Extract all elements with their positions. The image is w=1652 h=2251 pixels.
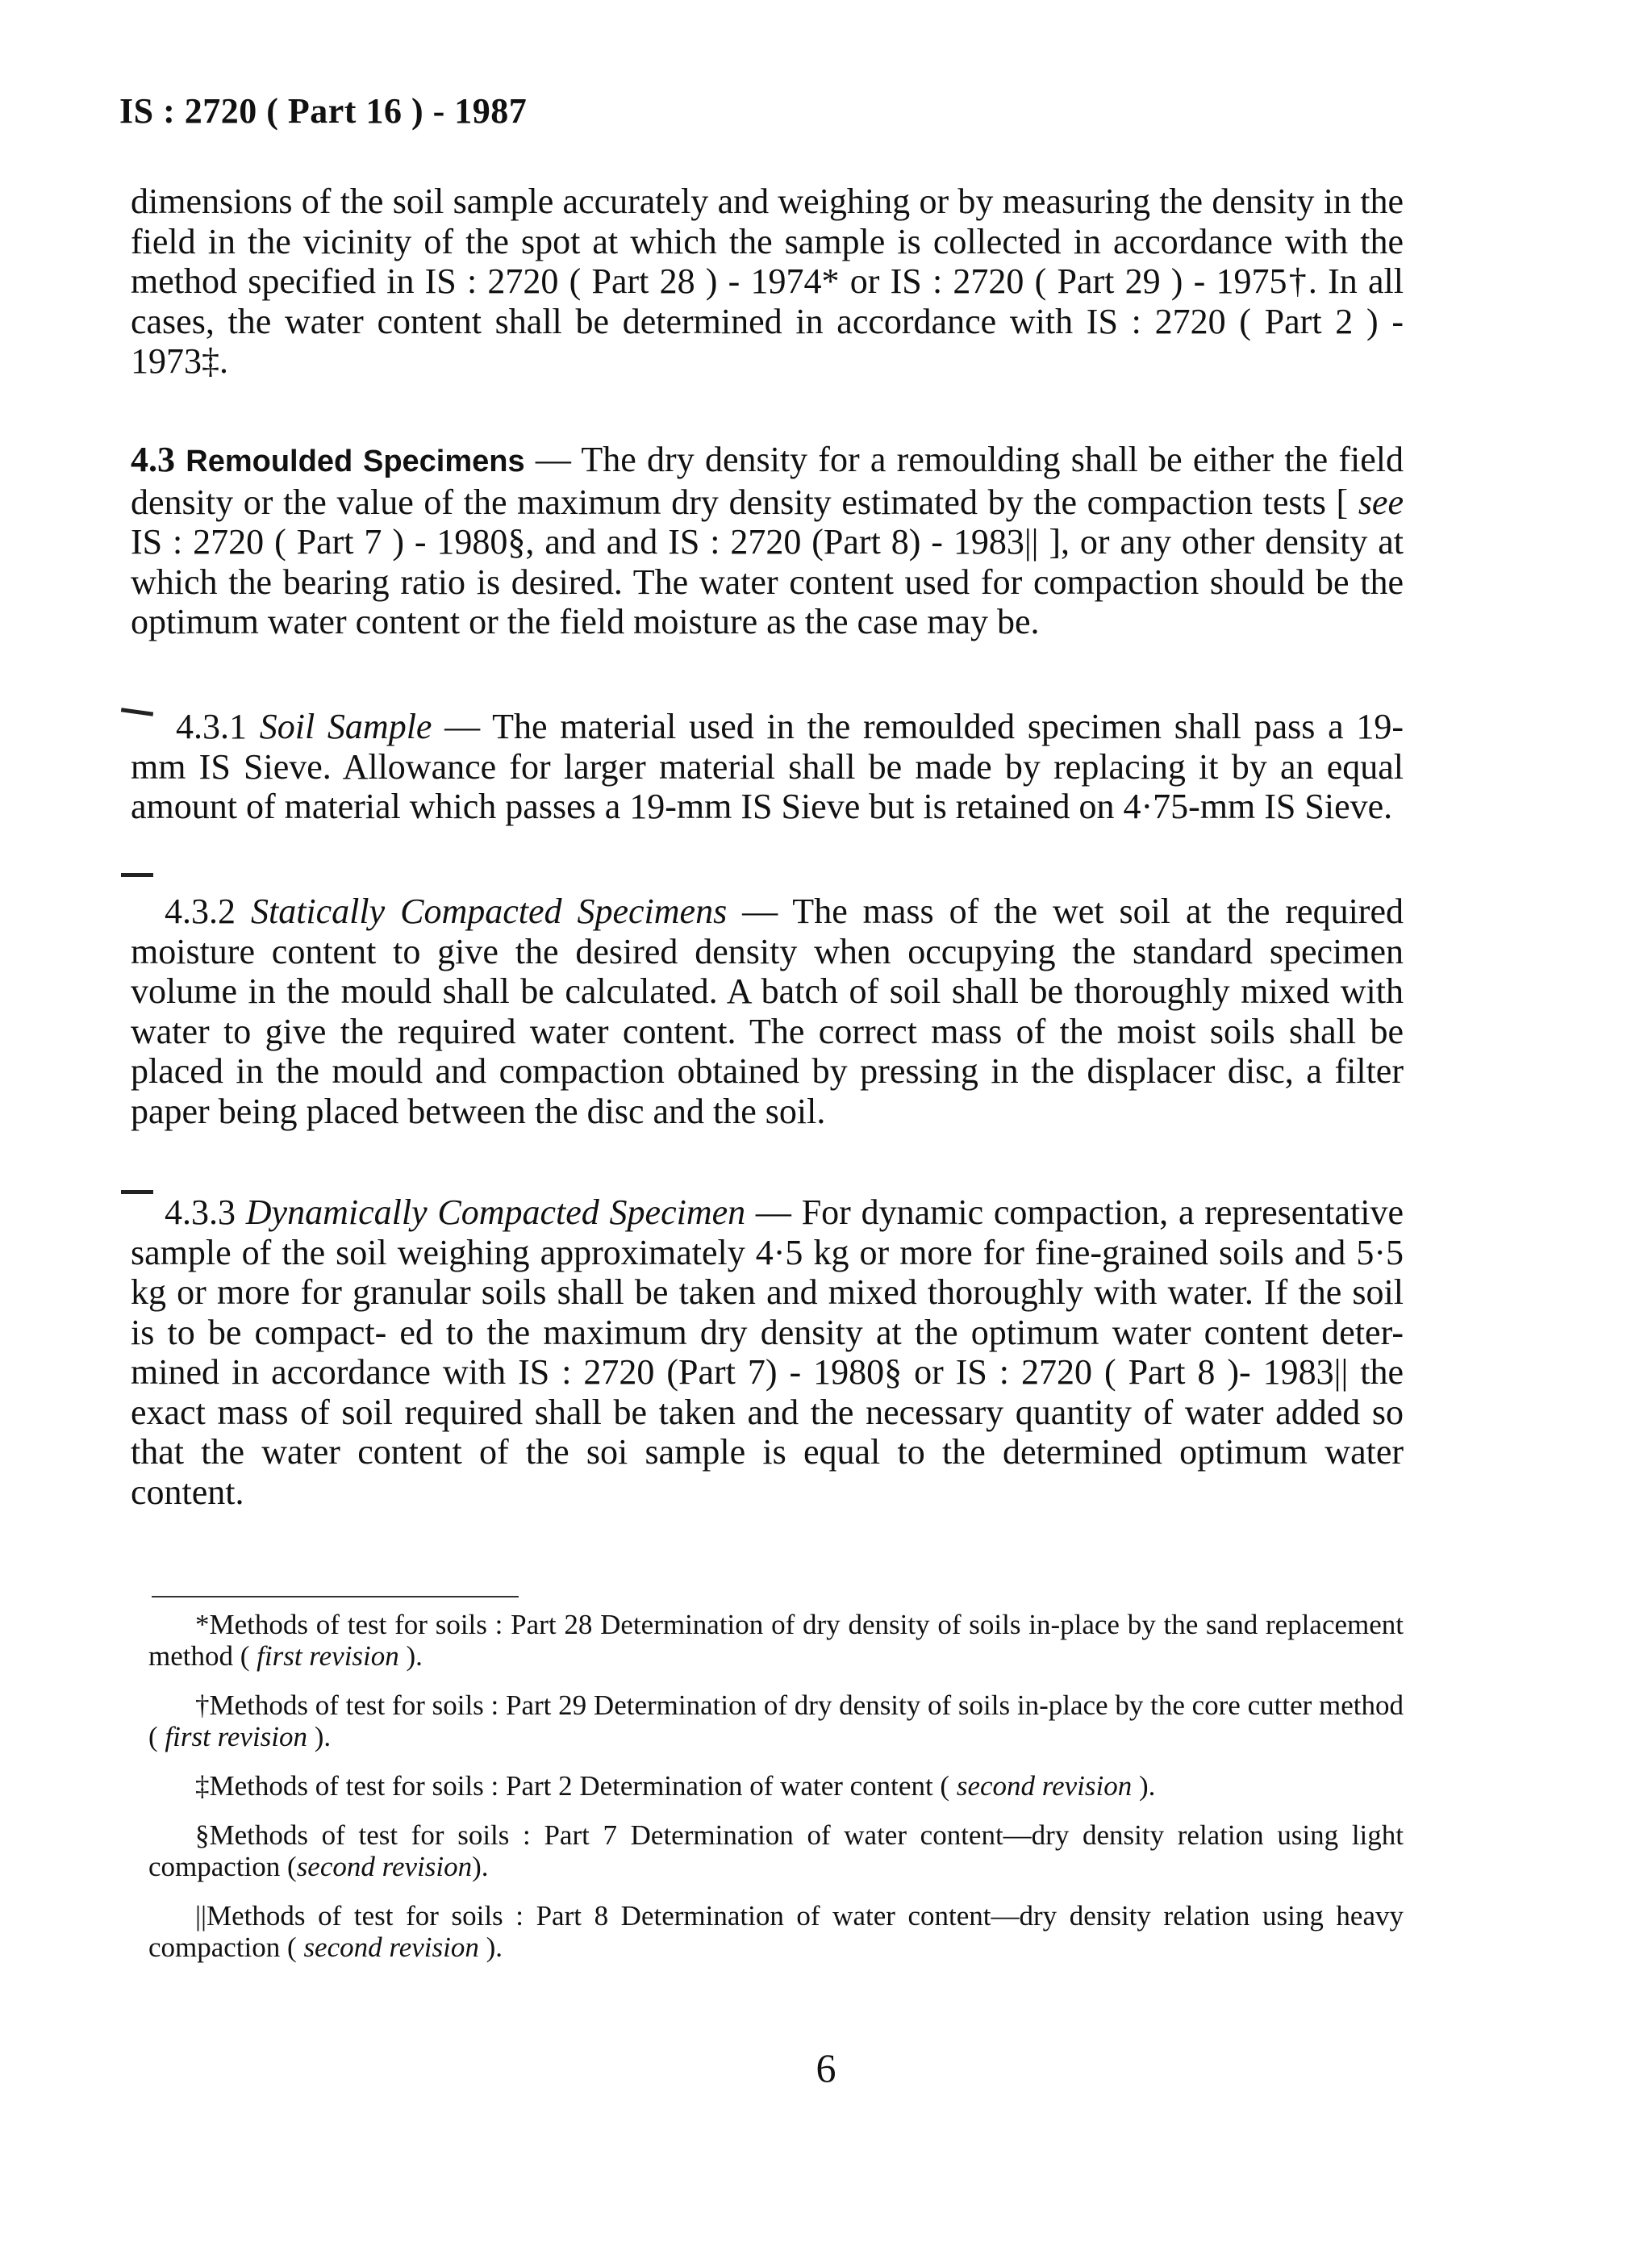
section-4-3-3 <box>131 1192 1404 1512</box>
footnote-italic: first revision <box>257 1640 399 1672</box>
footnote-italic: first revision <box>165 1721 308 1752</box>
footnote-tail: ). <box>472 1851 489 1882</box>
footnote-tail: ). <box>478 1932 503 1963</box>
section-4-3-2 <box>131 892 1404 1131</box>
footnote-italic: second revision <box>296 1851 473 1882</box>
section-number: 4.3 <box>131 440 175 479</box>
footnote-italic: second revision <box>956 1770 1133 1802</box>
page-number: 6 <box>816 2045 836 2090</box>
footnote-tail: ). <box>307 1721 332 1752</box>
footnote-text: §Methods of test for soils : Part 7 Determination of water content—dry density relation using light compaction ( <box>148 1819 1404 1882</box>
footnote <box>148 1819 1404 1882</box>
section-heading: Remoulded Specimens <box>186 445 525 478</box>
subsection-heading: Dynamically Compacted Specimen <box>245 1192 746 1232</box>
section-text-a: The dry density for a remoulding shall be either the field density or the value of the maximum dry density estimated by the compaction tests [ <box>131 440 1404 522</box>
subsection-number: 4.3.2 <box>165 892 236 931</box>
section-4-3 <box>131 440 1404 642</box>
subsection-heading: Statically Compacted Specimens <box>250 892 728 931</box>
section-dash: — <box>524 440 582 479</box>
see-reference: see <box>1358 482 1404 522</box>
footnote-text: †Methods of test for soils : Part 29 Determination of dry density of soils in-place by the core cutter method ( <box>148 1689 1404 1752</box>
section-text-b: IS : 2720 ( Part 7 ) - 1980§, and and IS : 2720 (Part 8) - 1983|| ], or any other density at which the bearing ratio is desired. The water content used for compaction should be the optimum water content or the field moisture as the case may be. <box>131 522 1404 641</box>
footnote <box>148 1609 1404 1672</box>
footnote <box>148 1770 1404 1802</box>
section-4-3-1 <box>131 707 1404 827</box>
subsection-text: — For dynamic compaction, a representative sample of the soil weighing approximately 4·5 kg or more for fine-grained soils and 5·5 kg or more for granular soils shall be taken and mixed thoroughly with water. If the soil is to be compact- ed to the maximum dry density at the optimum water content deter- mined in accordance with IS : 2720 (Part 7) - 1980§ or IS : 2720 ( Part 8 )- 1983|| the exact mass of soil required shall be taken and the necessary quantity of water added so that the water content of the soi sample is equal to the determined optimum water content. <box>131 1192 1404 1512</box>
footnote <box>148 1689 1404 1752</box>
footnote-italic: second revision <box>303 1932 479 1963</box>
footnote-tail: ). <box>1132 1770 1156 1802</box>
paragraph-continuation: dimensions of the soil sample accurately and weighing or by measuring the density in the field in the vicinity of the spot at which the sample is collected in accordance with the method specified in IS : 2720 ( Part 28 ) - 1974* or IS : 2720 ( Part 29 ) - 1975†. In all cases, the water content shall be determined in accordance with IS : 2720 ( Part 2 ) - 1973‡. <box>131 182 1404 381</box>
footnote-rule <box>152 1596 519 1597</box>
footnote-text: *Methods of test for soils : Part 28 Determination of dry density of soils in-place by the sand replacement method ( <box>148 1609 1404 1672</box>
subsection-heading: Soil Sample <box>259 707 432 746</box>
margin-mark <box>121 873 153 877</box>
footnotes <box>148 1609 1404 1981</box>
subsection-text: — The mass of the wet soil at the required moisture content to give the desired density when occupying the standard specimen volume in the mould shall be calculated. A batch of soil shall be thoroughly mixed with water to give the required water content. The correct mass of the moist soils shall be placed in the mould and compaction obtained by pressing in the displacer disc, a filter paper being placed between the disc and the soil. <box>131 892 1404 1131</box>
subsection-text: — The material used in the remoulded specimen shall pass a 19-mm IS Sieve. Allowance for larger material shall be made by replacing it by an equal amount of material which passes a 19-mm IS Sieve but is retained on 4·75-mm IS Sieve. <box>131 707 1404 826</box>
footnote-tail: ). <box>398 1640 423 1672</box>
page-header: IS : 2720 ( Part 16 ) - 1987 <box>119 91 528 131</box>
footnote <box>148 1900 1404 1963</box>
footnote-text: ‡Methods of test for soils : Part 2 Determination of water content ( <box>195 1770 957 1802</box>
subsection-number: 4.3.1 <box>176 707 247 746</box>
subsection-number: 4.3.3 <box>165 1192 236 1232</box>
footnote-text: ||Methods of test for soils : Part 8 Determination of water content—dry density relation using heavy compaction ( <box>148 1900 1404 1963</box>
